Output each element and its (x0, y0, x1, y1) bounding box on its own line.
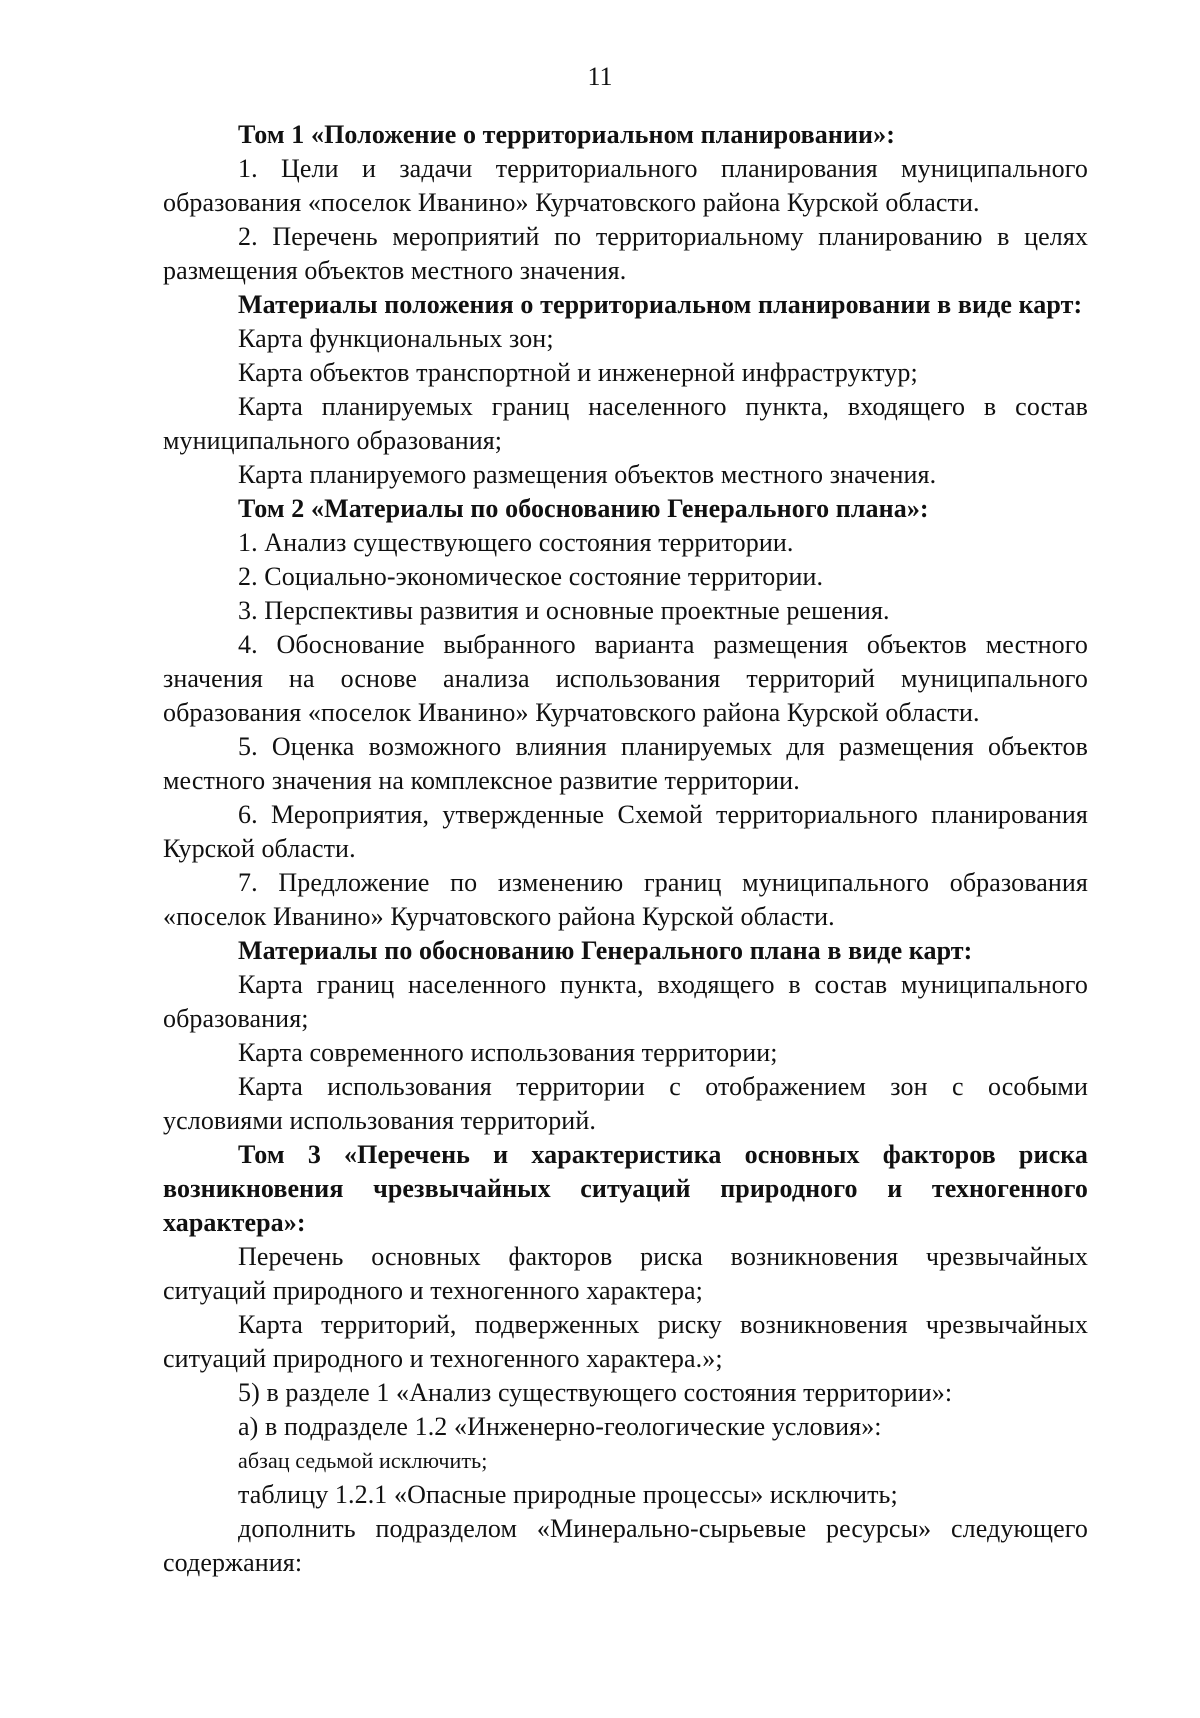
section-heading: Материалы положения о территориальном планировании в виде карт: (238, 290, 1083, 319)
paragraph: абзац седьмой исключить; (238, 1448, 488, 1473)
paragraph: 7. Предложение по изменению границ муниципального образования «поселок Иванино» Курчатовского района Курской области. (163, 868, 1088, 931)
paragraph: 2. Перечень мероприятий по территориальному планированию в целях размещения объектов местного значения. (163, 222, 1088, 285)
paragraph: Карта планируемого размещения объектов местного значения. (238, 460, 937, 489)
paragraph: Карта территорий, подверженных риску возникновения чрезвычайных ситуаций природного и техногенного характера.»; (163, 1310, 1088, 1373)
section-heading: Том 3 «Перечень и характеристика основных факторов риска возникновения чрезвычайных ситуаций природного и техногенного характера»: (163, 1140, 1088, 1237)
paragraph: Карта функциональных зон; (238, 324, 554, 353)
document-body (163, 118, 1088, 1580)
paragraph: Карта использования территории с отображением зон с особыми условиями использования территорий. (163, 1072, 1088, 1135)
paragraph: 1. Цели и задачи территориального планирования муниципального образования «поселок Иванино» Курчатовского района Курской области. (163, 154, 1088, 217)
paragraph: 5) в разделе 1 «Анализ существующего состояния территории»: (238, 1378, 953, 1407)
paragraph: 3. Перспективы развития и основные проектные решения. (238, 596, 890, 625)
section-heading: Материалы по обоснованию Генерального плана в виде карт: (238, 936, 973, 965)
paragraph: Карта объектов транспортной и инженерной инфраструктур; (238, 358, 918, 387)
section-heading: Том 2 «Материалы по обоснованию Генерального плана»: (238, 494, 929, 523)
page-number: 11 (587, 62, 613, 91)
paragraph: а) в подразделе 1.2 «Инженерно-геологические условия»: (238, 1412, 882, 1441)
paragraph: Перечень основных факторов риска возникновения чрезвычайных ситуаций природного и техногенного характера; (163, 1242, 1088, 1305)
paragraph: дополнить подразделом «Минерально-сырьевые ресурсы» следующего содержания: (163, 1514, 1088, 1577)
paragraph: 6. Мероприятия, утвержденные Схемой территориального планирования Курской области. (163, 800, 1088, 863)
paragraph: Карта границ населенного пункта, входящего в состав муниципального образования; (163, 970, 1088, 1033)
paragraph: Карта современного использования территории; (238, 1038, 778, 1067)
paragraph: Карта планируемых границ населенного пункта, входящего в состав муниципального образования; (163, 392, 1088, 455)
paragraph: 1. Анализ существующего состояния территории. (238, 528, 794, 557)
paragraph: 2. Социально-экономическое состояние территории. (238, 562, 824, 591)
paragraph: 5. Оценка возможного влияния планируемых для размещения объектов местного значения на комплексное развитие территории. (163, 732, 1088, 795)
section-heading: Том 1 «Положение о территориальном планировании»: (238, 120, 895, 149)
paragraph: таблицу 1.2.1 «Опасные природные процессы» исключить; (238, 1480, 898, 1509)
paragraph: 4. Обоснование выбранного варианта размещения объектов местного значения на основе анализа использования территорий муниципального образования «поселок Иванино» Курчатовского района Курской области. (163, 630, 1088, 727)
